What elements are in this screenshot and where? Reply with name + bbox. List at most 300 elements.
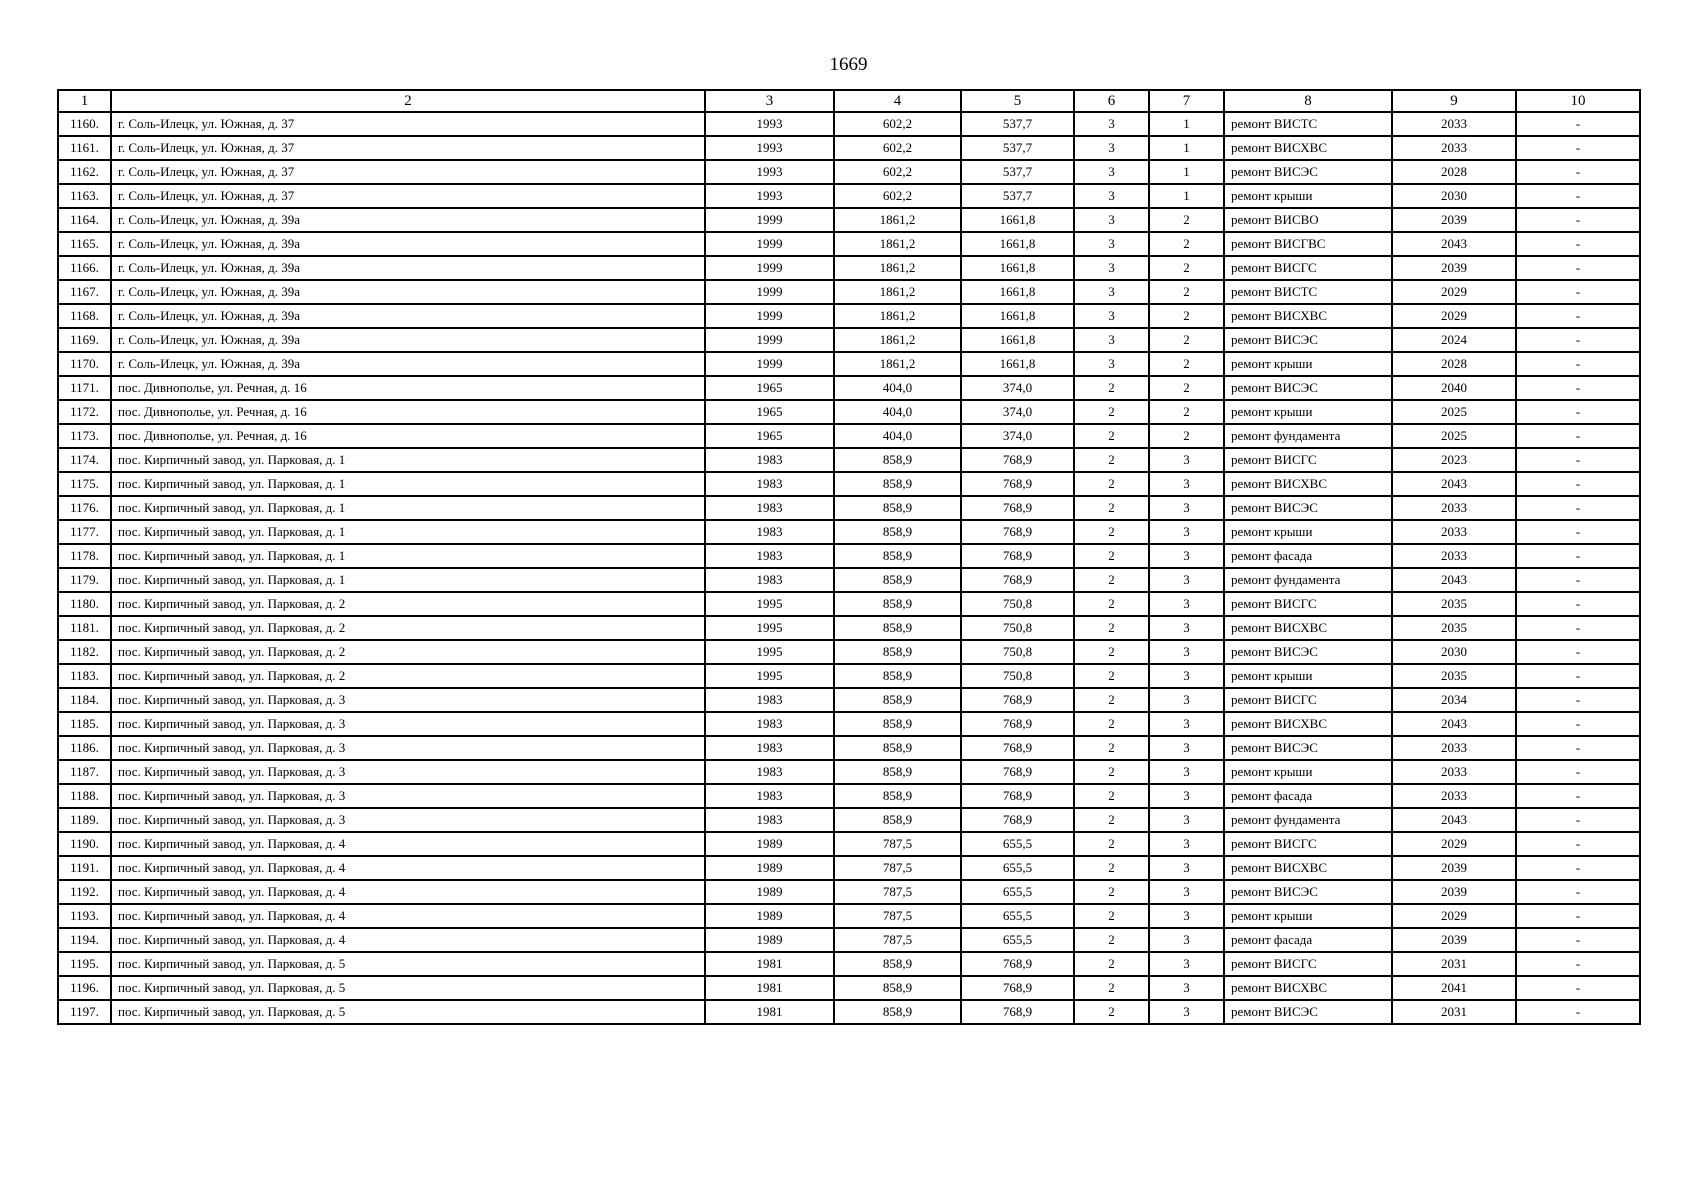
- year-built-cell: 1989: [705, 928, 834, 952]
- work-type-cell: ремонт крыши: [1224, 664, 1392, 688]
- address-cell: пос. Кирпичный завод, ул. Парковая, д. 4: [111, 904, 705, 928]
- residential-area-cell: 768,9: [961, 520, 1074, 544]
- work-type-cell: ремонт ВИСХВС: [1224, 856, 1392, 880]
- table-row: [58, 1000, 1640, 1024]
- table-row: [58, 904, 1640, 928]
- total-area-cell: 1861,2: [834, 304, 961, 328]
- work-type-cell: ремонт ВИСТС: [1224, 112, 1392, 136]
- row-number-cell: 1195.: [58, 952, 111, 976]
- note-cell: -: [1516, 232, 1640, 256]
- residential-area-cell: 655,5: [961, 904, 1074, 928]
- total-area-cell: 602,2: [834, 184, 961, 208]
- entrances-cell: 3: [1149, 616, 1224, 640]
- residential-area-cell: 655,5: [961, 880, 1074, 904]
- floors-cell: 2: [1074, 856, 1149, 880]
- total-area-cell: 787,5: [834, 904, 961, 928]
- row-number-cell: 1170.: [58, 352, 111, 376]
- entrances-cell: 1: [1149, 112, 1224, 136]
- residential-area-cell: 655,5: [961, 856, 1074, 880]
- year-built-cell: 1983: [705, 712, 834, 736]
- planned-year-cell: 2029: [1392, 280, 1516, 304]
- entrances-cell: 1: [1149, 136, 1224, 160]
- year-built-cell: 1965: [705, 400, 834, 424]
- note-cell: -: [1516, 160, 1640, 184]
- entrances-cell: 3: [1149, 712, 1224, 736]
- total-area-cell: 858,9: [834, 568, 961, 592]
- floors-cell: 3: [1074, 184, 1149, 208]
- row-number-cell: 1175.: [58, 472, 111, 496]
- entrances-cell: 3: [1149, 928, 1224, 952]
- floors-cell: 2: [1074, 736, 1149, 760]
- total-area-cell: 858,9: [834, 472, 961, 496]
- work-type-cell: ремонт ВИСЭС: [1224, 1000, 1392, 1024]
- row-number-cell: 1169.: [58, 328, 111, 352]
- residential-area-cell: 1661,8: [961, 352, 1074, 376]
- total-area-cell: 858,9: [834, 784, 961, 808]
- row-number-cell: 1188.: [58, 784, 111, 808]
- planned-year-cell: 2033: [1392, 736, 1516, 760]
- table-row: [58, 928, 1640, 952]
- work-type-cell: ремонт ВИСГС: [1224, 952, 1392, 976]
- floors-cell: 3: [1074, 328, 1149, 352]
- address-cell: пос. Кирпичный завод, ул. Парковая, д. 3: [111, 760, 705, 784]
- column-number-header-row: [58, 90, 1640, 112]
- total-area-cell: 858,9: [834, 496, 961, 520]
- work-type-cell: ремонт ВИСТС: [1224, 280, 1392, 304]
- floors-cell: 2: [1074, 664, 1149, 688]
- address-cell: пос. Кирпичный завод, ул. Парковая, д. 5: [111, 976, 705, 1000]
- table-row: [58, 352, 1640, 376]
- row-number-cell: 1176.: [58, 496, 111, 520]
- note-cell: -: [1516, 280, 1640, 304]
- planned-year-cell: 2033: [1392, 784, 1516, 808]
- address-cell: г. Соль-Илецк, ул. Южная, д. 37: [111, 136, 705, 160]
- planned-year-cell: 2033: [1392, 544, 1516, 568]
- residential-area-cell: 768,9: [961, 472, 1074, 496]
- entrances-cell: 2: [1149, 376, 1224, 400]
- residential-area-cell: 1661,8: [961, 328, 1074, 352]
- total-area-cell: 858,9: [834, 952, 961, 976]
- residential-area-cell: 537,7: [961, 184, 1074, 208]
- row-number-cell: 1160.: [58, 112, 111, 136]
- work-type-cell: ремонт ВИСЭС: [1224, 640, 1392, 664]
- planned-year-cell: 2039: [1392, 856, 1516, 880]
- residential-area-cell: 768,9: [961, 952, 1074, 976]
- total-area-cell: 858,9: [834, 640, 961, 664]
- year-built-cell: 1993: [705, 136, 834, 160]
- total-area-cell: 858,9: [834, 592, 961, 616]
- planned-year-cell: 2043: [1392, 568, 1516, 592]
- table-row: [58, 400, 1640, 424]
- total-area-cell: 1861,2: [834, 256, 961, 280]
- residential-area-cell: 768,9: [961, 808, 1074, 832]
- residential-area-cell: 537,7: [961, 112, 1074, 136]
- total-area-cell: 1861,2: [834, 328, 961, 352]
- table-row: [58, 424, 1640, 448]
- total-area-cell: 1861,2: [834, 280, 961, 304]
- total-area-cell: 858,9: [834, 664, 961, 688]
- residential-area-cell: 374,0: [961, 376, 1074, 400]
- table-row: [58, 160, 1640, 184]
- floors-cell: 2: [1074, 904, 1149, 928]
- residential-area-cell: 1661,8: [961, 232, 1074, 256]
- note-cell: -: [1516, 112, 1640, 136]
- note-cell: -: [1516, 976, 1640, 1000]
- total-area-cell: 602,2: [834, 160, 961, 184]
- table-row: [58, 736, 1640, 760]
- table-row: [58, 496, 1640, 520]
- address-cell: пос. Кирпичный завод, ул. Парковая, д. 2: [111, 616, 705, 640]
- note-cell: -: [1516, 568, 1640, 592]
- table-row: [58, 832, 1640, 856]
- total-area-cell: 787,5: [834, 928, 961, 952]
- year-built-cell: 1983: [705, 520, 834, 544]
- row-number-cell: 1161.: [58, 136, 111, 160]
- row-number-cell: 1177.: [58, 520, 111, 544]
- floors-cell: 2: [1074, 616, 1149, 640]
- table-row: [58, 784, 1640, 808]
- note-cell: -: [1516, 712, 1640, 736]
- floors-cell: 3: [1074, 112, 1149, 136]
- residential-area-cell: 750,8: [961, 640, 1074, 664]
- floors-cell: 2: [1074, 448, 1149, 472]
- planned-year-cell: 2035: [1392, 664, 1516, 688]
- year-built-cell: 1989: [705, 856, 834, 880]
- row-number-cell: 1186.: [58, 736, 111, 760]
- work-type-cell: ремонт ВИСГС: [1224, 256, 1392, 280]
- address-cell: пос. Кирпичный завод, ул. Парковая, д. 4: [111, 832, 705, 856]
- work-type-cell: ремонт крыши: [1224, 904, 1392, 928]
- address-cell: пос. Кирпичный завод, ул. Парковая, д. 3: [111, 736, 705, 760]
- entrances-cell: 3: [1149, 760, 1224, 784]
- row-number-cell: 1196.: [58, 976, 111, 1000]
- address-cell: пос. Кирпичный завод, ул. Парковая, д. 4: [111, 856, 705, 880]
- column-header: 5: [961, 90, 1074, 112]
- page-number: 1669: [829, 54, 868, 75]
- floors-cell: 3: [1074, 232, 1149, 256]
- work-type-cell: ремонт ВИСЭС: [1224, 736, 1392, 760]
- entrances-cell: 3: [1149, 952, 1224, 976]
- residential-area-cell: 1661,8: [961, 280, 1074, 304]
- total-area-cell: 787,5: [834, 880, 961, 904]
- note-cell: -: [1516, 784, 1640, 808]
- address-cell: пос. Кирпичный завод, ул. Парковая, д. 3: [111, 688, 705, 712]
- year-built-cell: 1999: [705, 304, 834, 328]
- total-area-cell: 858,9: [834, 1000, 961, 1024]
- planned-year-cell: 2031: [1392, 952, 1516, 976]
- note-cell: -: [1516, 1000, 1640, 1024]
- total-area-cell: 787,5: [834, 832, 961, 856]
- table-row: [58, 640, 1640, 664]
- work-type-cell: ремонт ВИСЭС: [1224, 880, 1392, 904]
- work-type-cell: ремонт ВИСХВС: [1224, 712, 1392, 736]
- column-header: 9: [1392, 90, 1516, 112]
- planned-year-cell: 2030: [1392, 184, 1516, 208]
- note-cell: -: [1516, 136, 1640, 160]
- address-cell: пос. Кирпичный завод, ул. Парковая, д. 1: [111, 568, 705, 592]
- table-row: [58, 760, 1640, 784]
- year-built-cell: 1983: [705, 496, 834, 520]
- column-header: 6: [1074, 90, 1149, 112]
- table-row: [58, 136, 1640, 160]
- work-type-cell: ремонт ВИСГС: [1224, 592, 1392, 616]
- table-row: [58, 664, 1640, 688]
- floors-cell: 2: [1074, 1000, 1149, 1024]
- row-number-cell: 1171.: [58, 376, 111, 400]
- total-area-cell: 1861,2: [834, 352, 961, 376]
- work-type-cell: ремонт фасада: [1224, 784, 1392, 808]
- planned-year-cell: 2033: [1392, 112, 1516, 136]
- column-header: 8: [1224, 90, 1392, 112]
- floors-cell: 2: [1074, 640, 1149, 664]
- planned-year-cell: 2033: [1392, 496, 1516, 520]
- address-cell: пос. Кирпичный завод, ул. Парковая, д. 5: [111, 1000, 705, 1024]
- year-built-cell: 1993: [705, 184, 834, 208]
- row-number-cell: 1183.: [58, 664, 111, 688]
- note-cell: -: [1516, 472, 1640, 496]
- floors-cell: 3: [1074, 136, 1149, 160]
- planned-year-cell: 2040: [1392, 376, 1516, 400]
- note-cell: -: [1516, 496, 1640, 520]
- year-built-cell: 1995: [705, 592, 834, 616]
- table-row: [58, 256, 1640, 280]
- table-row: [58, 304, 1640, 328]
- entrances-cell: 3: [1149, 688, 1224, 712]
- address-cell: г. Соль-Илецк, ул. Южная, д. 37: [111, 184, 705, 208]
- work-type-cell: ремонт ВИСГС: [1224, 832, 1392, 856]
- planned-year-cell: 2034: [1392, 688, 1516, 712]
- residential-area-cell: 374,0: [961, 424, 1074, 448]
- note-cell: -: [1516, 640, 1640, 664]
- total-area-cell: 787,5: [834, 856, 961, 880]
- work-type-cell: ремонт ВИСВО: [1224, 208, 1392, 232]
- residential-area-cell: 768,9: [961, 448, 1074, 472]
- column-header: 10: [1516, 90, 1640, 112]
- floors-cell: 2: [1074, 976, 1149, 1000]
- year-built-cell: 1983: [705, 448, 834, 472]
- work-type-cell: ремонт ВИСХВС: [1224, 472, 1392, 496]
- floors-cell: 2: [1074, 712, 1149, 736]
- table-row: [58, 208, 1640, 232]
- note-cell: -: [1516, 616, 1640, 640]
- address-cell: пос. Кирпичный завод, ул. Парковая, д. 3: [111, 808, 705, 832]
- entrances-cell: 1: [1149, 184, 1224, 208]
- entrances-cell: 3: [1149, 976, 1224, 1000]
- work-type-cell: ремонт фундамента: [1224, 568, 1392, 592]
- floors-cell: 2: [1074, 544, 1149, 568]
- row-number-cell: 1185.: [58, 712, 111, 736]
- floors-cell: 3: [1074, 304, 1149, 328]
- year-built-cell: 1983: [705, 760, 834, 784]
- year-built-cell: 1999: [705, 352, 834, 376]
- note-cell: -: [1516, 448, 1640, 472]
- floors-cell: 3: [1074, 208, 1149, 232]
- residential-area-cell: 768,9: [961, 760, 1074, 784]
- address-cell: пос. Кирпичный завод, ул. Парковая, д. 1: [111, 544, 705, 568]
- residential-area-cell: 750,8: [961, 664, 1074, 688]
- column-header: 7: [1149, 90, 1224, 112]
- entrances-cell: 2: [1149, 256, 1224, 280]
- total-area-cell: 858,9: [834, 616, 961, 640]
- entrances-cell: 2: [1149, 280, 1224, 304]
- planned-year-cell: 2028: [1392, 352, 1516, 376]
- entrances-cell: 2: [1149, 232, 1224, 256]
- residential-area-cell: 768,9: [961, 736, 1074, 760]
- total-area-cell: 602,2: [834, 136, 961, 160]
- residential-area-cell: 537,7: [961, 160, 1074, 184]
- row-number-cell: 1172.: [58, 400, 111, 424]
- note-cell: -: [1516, 592, 1640, 616]
- year-built-cell: 1989: [705, 904, 834, 928]
- entrances-cell: 2: [1149, 208, 1224, 232]
- work-type-cell: ремонт ВИСЭС: [1224, 328, 1392, 352]
- work-type-cell: ремонт ВИСЭС: [1224, 496, 1392, 520]
- address-cell: пос. Кирпичный завод, ул. Парковая, д. 1: [111, 448, 705, 472]
- note-cell: -: [1516, 808, 1640, 832]
- table-row: [58, 112, 1640, 136]
- row-number-cell: 1165.: [58, 232, 111, 256]
- table-row: [58, 880, 1640, 904]
- address-cell: пос. Кирпичный завод, ул. Парковая, д. 1: [111, 472, 705, 496]
- floors-cell: 3: [1074, 160, 1149, 184]
- entrances-cell: 3: [1149, 664, 1224, 688]
- entrances-cell: 2: [1149, 352, 1224, 376]
- residential-area-cell: 768,9: [961, 568, 1074, 592]
- year-built-cell: 1983: [705, 472, 834, 496]
- note-cell: -: [1516, 952, 1640, 976]
- entrances-cell: 3: [1149, 592, 1224, 616]
- planned-year-cell: 2033: [1392, 136, 1516, 160]
- entrances-cell: 2: [1149, 400, 1224, 424]
- note-cell: -: [1516, 904, 1640, 928]
- planned-year-cell: 2023: [1392, 448, 1516, 472]
- note-cell: -: [1516, 736, 1640, 760]
- year-built-cell: 1965: [705, 424, 834, 448]
- floors-cell: 2: [1074, 472, 1149, 496]
- work-type-cell: ремонт ВИСЭС: [1224, 376, 1392, 400]
- residential-area-cell: 768,9: [961, 496, 1074, 520]
- row-number-cell: 1194.: [58, 928, 111, 952]
- work-type-cell: ремонт ВИСГВС: [1224, 232, 1392, 256]
- note-cell: -: [1516, 760, 1640, 784]
- planned-year-cell: 2031: [1392, 1000, 1516, 1024]
- planned-year-cell: 2039: [1392, 880, 1516, 904]
- year-built-cell: 1993: [705, 112, 834, 136]
- note-cell: -: [1516, 520, 1640, 544]
- floors-cell: 2: [1074, 928, 1149, 952]
- table-row: [58, 328, 1640, 352]
- address-cell: пос. Кирпичный завод, ул. Парковая, д. 4: [111, 880, 705, 904]
- planned-year-cell: 2043: [1392, 808, 1516, 832]
- floors-cell: 2: [1074, 760, 1149, 784]
- address-cell: г. Соль-Илецк, ул. Южная, д. 39а: [111, 328, 705, 352]
- address-cell: пос. Кирпичный завод, ул. Парковая, д. 5: [111, 952, 705, 976]
- work-type-cell: ремонт крыши: [1224, 760, 1392, 784]
- total-area-cell: 404,0: [834, 424, 961, 448]
- planned-year-cell: 2039: [1392, 928, 1516, 952]
- total-area-cell: 858,9: [834, 688, 961, 712]
- year-built-cell: 1995: [705, 616, 834, 640]
- year-built-cell: 1989: [705, 880, 834, 904]
- total-area-cell: 858,9: [834, 712, 961, 736]
- table-row: [58, 376, 1640, 400]
- residential-area-cell: 750,8: [961, 592, 1074, 616]
- entrances-cell: 2: [1149, 328, 1224, 352]
- planned-year-cell: 2025: [1392, 424, 1516, 448]
- note-cell: -: [1516, 208, 1640, 232]
- table-row: [58, 976, 1640, 1000]
- total-area-cell: 858,9: [834, 520, 961, 544]
- residential-area-cell: 655,5: [961, 928, 1074, 952]
- year-built-cell: 1999: [705, 328, 834, 352]
- entrances-cell: 2: [1149, 424, 1224, 448]
- address-cell: г. Соль-Илецк, ул. Южная, д. 39а: [111, 280, 705, 304]
- year-built-cell: 1983: [705, 808, 834, 832]
- note-cell: -: [1516, 352, 1640, 376]
- work-type-cell: ремонт крыши: [1224, 352, 1392, 376]
- table-row: [58, 688, 1640, 712]
- address-cell: пос. Кирпичный завод, ул. Парковая, д. 2: [111, 640, 705, 664]
- total-area-cell: 858,9: [834, 448, 961, 472]
- address-cell: г. Соль-Илецк, ул. Южная, д. 39а: [111, 208, 705, 232]
- total-area-cell: 404,0: [834, 376, 961, 400]
- work-type-cell: ремонт крыши: [1224, 184, 1392, 208]
- residential-area-cell: 537,7: [961, 136, 1074, 160]
- work-type-cell: ремонт ВИСХВС: [1224, 976, 1392, 1000]
- residential-area-cell: 1661,8: [961, 256, 1074, 280]
- floors-cell: 2: [1074, 424, 1149, 448]
- floors-cell: 2: [1074, 784, 1149, 808]
- year-built-cell: 1983: [705, 736, 834, 760]
- table-row: [58, 280, 1640, 304]
- floors-cell: 2: [1074, 808, 1149, 832]
- year-built-cell: 1999: [705, 232, 834, 256]
- row-number-cell: 1167.: [58, 280, 111, 304]
- repair-schedule-table: [57, 89, 1641, 1025]
- note-cell: -: [1516, 424, 1640, 448]
- entrances-cell: 3: [1149, 904, 1224, 928]
- entrances-cell: 3: [1149, 448, 1224, 472]
- note-cell: -: [1516, 304, 1640, 328]
- planned-year-cell: 2029: [1392, 904, 1516, 928]
- address-cell: пос. Кирпичный завод, ул. Парковая, д. 2: [111, 664, 705, 688]
- row-number-cell: 1173.: [58, 424, 111, 448]
- address-cell: пос. Кирпичный завод, ул. Парковая, д. 3: [111, 712, 705, 736]
- row-number-cell: 1162.: [58, 160, 111, 184]
- entrances-cell: 2: [1149, 304, 1224, 328]
- note-cell: -: [1516, 544, 1640, 568]
- table-row: [58, 184, 1640, 208]
- table-row: [58, 952, 1640, 976]
- entrances-cell: 3: [1149, 808, 1224, 832]
- floors-cell: 3: [1074, 256, 1149, 280]
- planned-year-cell: 2030: [1392, 640, 1516, 664]
- year-built-cell: 1999: [705, 208, 834, 232]
- entrances-cell: 3: [1149, 856, 1224, 880]
- total-area-cell: 858,9: [834, 808, 961, 832]
- total-area-cell: 858,9: [834, 736, 961, 760]
- year-built-cell: 1999: [705, 256, 834, 280]
- column-header: 3: [705, 90, 834, 112]
- row-number-cell: 1168.: [58, 304, 111, 328]
- note-cell: -: [1516, 328, 1640, 352]
- year-built-cell: 1981: [705, 976, 834, 1000]
- row-number-cell: 1192.: [58, 880, 111, 904]
- work-type-cell: ремонт ВИСЭС: [1224, 160, 1392, 184]
- row-number-cell: 1179.: [58, 568, 111, 592]
- column-header: 4: [834, 90, 961, 112]
- note-cell: -: [1516, 256, 1640, 280]
